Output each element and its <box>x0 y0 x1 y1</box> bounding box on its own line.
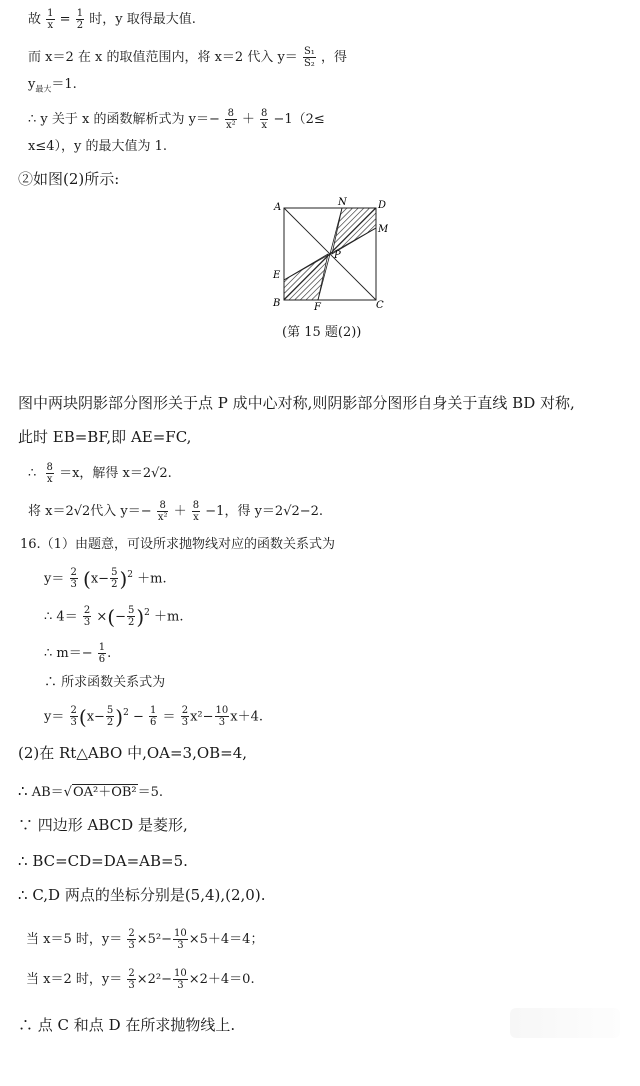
label-b: B <box>273 298 281 309</box>
line-6 <box>18 170 119 188</box>
line-22 <box>18 1016 235 1034</box>
fraction <box>83 605 91 628</box>
paren: ( <box>78 704 87 729</box>
text: ×2＋4＝0. <box>188 972 255 987</box>
therefore-symbol: ∴ <box>18 782 28 800</box>
line-19 <box>18 886 265 904</box>
therefore-symbol: ∴ <box>44 609 53 625</box>
den: 6 <box>150 717 157 729</box>
den: x <box>46 474 53 485</box>
den: 2 <box>106 717 114 729</box>
fraction <box>110 567 118 590</box>
line-17 <box>18 816 188 834</box>
num: 5 <box>111 567 118 579</box>
den: 3 <box>218 717 226 729</box>
subscript: 最大 <box>35 84 52 94</box>
fraction <box>46 8 54 31</box>
text: 16.（1）由题意，可设所求抛物线对应的函数关系式为 <box>20 537 335 552</box>
num: 1 <box>98 642 106 653</box>
therefore-symbol: ∴ <box>28 112 37 127</box>
text: 点 C 和点 D 在所求抛物线上. <box>33 1016 236 1034</box>
line-14 <box>44 704 263 728</box>
line-13 <box>44 674 165 692</box>
fraction <box>192 500 200 523</box>
text: ＋m. <box>137 571 167 587</box>
paren: ( <box>107 604 116 629</box>
label-d: D <box>378 200 387 211</box>
num: 2 <box>70 567 77 579</box>
text: ，得 <box>320 50 347 65</box>
radicand: OA²＋OB² <box>72 785 137 800</box>
num: 10 <box>174 928 187 939</box>
therefore-symbol: ∴ <box>18 852 28 870</box>
line-2 <box>28 46 347 69</box>
num: 2 <box>70 705 77 717</box>
fraction <box>303 46 316 69</box>
den: 2 <box>76 20 84 31</box>
den: x² <box>157 512 168 523</box>
num: 2 <box>128 928 135 939</box>
text: ×5²− <box>136 932 173 947</box>
paren: ) <box>115 704 124 729</box>
text: 4＝ <box>56 609 78 625</box>
geometry-figure <box>268 196 388 320</box>
num: 8 <box>225 108 237 120</box>
line-10 <box>44 566 167 590</box>
line-em <box>284 228 376 280</box>
line-3 <box>28 76 77 99</box>
text: × <box>96 609 108 625</box>
text: 此时 EB=BF,即 AE=FC, <box>18 428 192 446</box>
paren: ) <box>119 566 128 591</box>
therefore-symbol: ∴ <box>28 466 37 481</box>
text: y <box>28 77 36 92</box>
text: y 关于 x 的函数解析式为 y＝− <box>40 112 220 127</box>
paragraph-2 <box>18 428 191 446</box>
label-p: P <box>334 250 341 261</box>
sqrt-symbol: √ <box>63 785 72 800</box>
text: x≤4），y 的最大值为 1. <box>28 139 168 154</box>
den: x² <box>226 120 236 131</box>
text: y＝ <box>44 709 65 725</box>
fraction <box>106 705 114 728</box>
num: 1 <box>76 8 84 19</box>
fraction <box>70 567 78 590</box>
fraction <box>157 500 169 523</box>
den: 3 <box>128 980 135 991</box>
num: 1 <box>47 8 54 19</box>
text: m＝− <box>56 646 93 661</box>
watermark <box>510 1008 620 1038</box>
text: 四边形 ABCD 是菱形, <box>33 816 188 834</box>
text: x＋4. <box>230 709 263 725</box>
fraction <box>127 928 135 951</box>
therefore-symbol: ∴ <box>18 886 28 904</box>
fraction <box>127 605 135 628</box>
den: x <box>47 20 54 31</box>
fraction <box>46 462 54 485</box>
line-9 <box>20 536 335 554</box>
text: −1，得 y＝2√2−2. <box>205 504 324 519</box>
num: 10 <box>174 968 187 979</box>
text: ＝1. <box>51 77 77 92</box>
paragraph-1 <box>18 394 575 412</box>
num: 2 <box>83 605 91 617</box>
text: ＋ <box>173 504 187 519</box>
text: 当 x＝5 时，y＝ <box>26 932 123 947</box>
num: 10 <box>215 705 229 717</box>
num: 2 <box>181 705 189 717</box>
fraction <box>181 705 189 728</box>
label-c: C <box>376 300 384 311</box>
fraction <box>173 968 188 991</box>
label-a: A <box>274 202 282 213</box>
den: 3 <box>177 980 184 991</box>
text: . <box>107 646 112 661</box>
because-symbol: ∵ <box>18 816 34 834</box>
fraction <box>127 968 135 991</box>
den: x <box>193 512 199 523</box>
text: 图中两块阴影部分图形关于点 P 成中心对称,则阴影部分图形自身关于直线 BD 对称, <box>18 394 575 412</box>
line-1 <box>28 8 196 31</box>
num: 8 <box>192 500 200 511</box>
num: S₁ <box>303 46 315 57</box>
paren: ) <box>136 604 145 629</box>
line-5 <box>28 138 167 156</box>
fraction <box>149 705 157 728</box>
fraction <box>173 928 188 951</box>
line-16 <box>18 782 163 802</box>
line-15 <box>18 744 247 762</box>
text: 所求函数关系式为 <box>57 675 166 690</box>
text: (2)在 Rt△ABO 中,OA=3,OB=4, <box>18 744 248 762</box>
den: 3 <box>70 717 77 729</box>
text: −1（2≤ <box>273 112 325 127</box>
num: 8 <box>260 108 268 119</box>
fraction <box>260 108 268 131</box>
label-n: N <box>338 197 347 208</box>
text: 将 x＝2√2代入 y＝− <box>28 504 152 519</box>
label-f: F <box>314 302 321 313</box>
fraction <box>98 642 106 665</box>
superscript: 2 <box>127 570 133 580</box>
therefore-symbol: ∴ <box>44 675 58 690</box>
text: ×2²− <box>136 972 173 987</box>
text: ＝x，解得 x＝2√2. <box>59 466 172 481</box>
den: 3 <box>128 940 135 951</box>
text: ＋ <box>241 112 255 127</box>
text: x− <box>86 709 105 725</box>
text: 当 x＝2 时，y＝ <box>26 972 123 987</box>
den: 3 <box>177 940 184 951</box>
paren: ( <box>83 566 91 591</box>
text: − <box>115 609 126 625</box>
text: ×5＋4＝4； <box>188 932 264 947</box>
superscript: 2 <box>144 608 150 618</box>
den: x <box>261 120 267 131</box>
text: 故 <box>28 12 42 27</box>
text: AB＝ <box>31 785 64 800</box>
den: 3 <box>181 717 189 729</box>
text: = <box>59 12 71 27</box>
fraction <box>215 705 230 728</box>
text: ＝5. <box>137 785 164 800</box>
den: S₂ <box>303 58 315 69</box>
den: 2 <box>127 617 135 629</box>
den: 3 <box>83 617 91 629</box>
num: 2 <box>128 968 135 979</box>
text: y＝ <box>44 571 65 587</box>
fraction <box>70 705 78 728</box>
den: 2 <box>111 579 118 591</box>
line-21 <box>26 968 255 991</box>
text: ②如图(2)所示: <box>18 170 120 188</box>
text: x− <box>90 571 110 587</box>
line-4 <box>28 108 325 131</box>
label-e: E <box>273 270 281 281</box>
line-7 <box>28 462 172 485</box>
fraction <box>225 108 237 131</box>
num: 8 <box>46 462 53 473</box>
num: 8 <box>157 500 169 512</box>
text: − <box>132 709 144 725</box>
text: BC=CD=DA=AB=5. <box>27 852 188 870</box>
num: 5 <box>127 605 135 617</box>
therefore-symbol: ∴ <box>18 1016 34 1034</box>
superscript: 2 <box>123 708 129 718</box>
line-12 <box>44 642 111 665</box>
num: 1 <box>150 705 157 717</box>
line-20 <box>26 928 263 951</box>
line-11 <box>44 604 184 628</box>
label-m: M <box>378 224 388 235</box>
line-8 <box>28 500 323 523</box>
square-diagram <box>268 196 388 316</box>
text: ＋m. <box>154 609 184 625</box>
text: 时，y 取得最大值. <box>89 12 196 27</box>
fraction <box>76 8 84 31</box>
line-18 <box>18 852 188 870</box>
text: ＝ <box>162 709 176 725</box>
den: 3 <box>70 579 77 591</box>
den: 6 <box>98 654 106 665</box>
text: C,D 两点的坐标分别是(5,4),(2,0). <box>27 886 266 904</box>
text: 而 x＝2 在 x 的取值范围内，将 x＝2 代入 y＝ <box>28 50 298 65</box>
therefore-symbol: ∴ <box>44 646 53 661</box>
num: 5 <box>106 705 114 717</box>
figure-caption: (第 15 题(2)) <box>282 325 362 340</box>
text: x²− <box>190 709 214 725</box>
